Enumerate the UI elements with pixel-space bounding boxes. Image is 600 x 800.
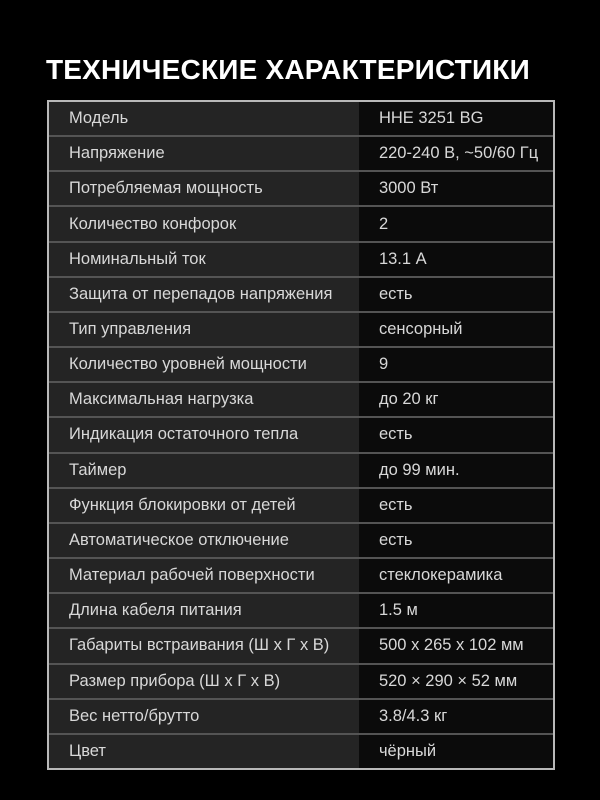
spec-row — [49, 698, 553, 733]
spec-label: Защита от перепадов напряжения — [49, 278, 359, 311]
spec-label: Тип управления — [49, 313, 359, 346]
spec-row — [49, 346, 553, 381]
spec-label: Количество конфорок — [49, 207, 359, 240]
spec-label: Таймер — [49, 454, 359, 487]
spec-value: есть — [359, 489, 553, 522]
specifications-table — [47, 100, 555, 770]
spec-label: Количество уровней мощности — [49, 348, 359, 381]
spec-row — [49, 522, 553, 557]
page-title: ТЕХНИЧЕСКИЕ ХАРАКТЕРИСТИКИ — [46, 54, 530, 85]
spec-row — [49, 241, 553, 276]
spec-label: Максимальная нагрузка — [49, 383, 359, 416]
spec-label: Материал рабочей поверхности — [49, 559, 359, 592]
spec-label: Автоматическое отключение — [49, 524, 359, 557]
spec-row — [49, 102, 553, 135]
spec-value: 2 — [359, 207, 553, 240]
spec-value: стеклокерамика — [359, 559, 553, 592]
spec-label: Индикация остаточного тепла — [49, 418, 359, 451]
spec-row — [49, 663, 553, 698]
spec-row — [49, 452, 553, 487]
spec-value: 13.1 А — [359, 243, 553, 276]
spec-value: 220-240 В, ~50/60 Гц — [359, 137, 553, 170]
spec-value: HHE 3251 BG — [359, 102, 553, 135]
spec-value: 520 × 290 × 52 мм — [359, 665, 553, 698]
spec-label: Габариты встраивания (Ш х Г х В) — [49, 629, 359, 662]
spec-row — [49, 416, 553, 451]
spec-label: Длина кабеля питания — [49, 594, 359, 627]
spec-label: Вес нетто/брутто — [49, 700, 359, 733]
spec-row — [49, 276, 553, 311]
spec-row — [49, 557, 553, 592]
spec-row — [49, 592, 553, 627]
spec-label: Размер прибора (Ш х Г х В) — [49, 665, 359, 698]
spec-value: есть — [359, 524, 553, 557]
spec-label: Цвет — [49, 735, 359, 768]
spec-value: сенсорный — [359, 313, 553, 346]
spec-value: есть — [359, 418, 553, 451]
spec-value: чёрный — [359, 735, 553, 768]
spec-row — [49, 487, 553, 522]
spec-value: 3000 Вт — [359, 172, 553, 205]
spec-value: 1.5 м — [359, 594, 553, 627]
spec-value: 3.8/4.3 кг — [359, 700, 553, 733]
spec-label: Напряжение — [49, 137, 359, 170]
spec-row — [49, 135, 553, 170]
spec-label: Номинальный ток — [49, 243, 359, 276]
spec-value: есть — [359, 278, 553, 311]
spec-label: Модель — [49, 102, 359, 135]
spec-row — [49, 733, 553, 768]
spec-row — [49, 170, 553, 205]
spec-label: Потребляемая мощность — [49, 172, 359, 205]
spec-value: до 20 кг — [359, 383, 553, 416]
spec-value: 500 х 265 х 102 мм — [359, 629, 553, 662]
spec-row — [49, 205, 553, 240]
spec-value: 9 — [359, 348, 553, 381]
spec-label: Функция блокировки от детей — [49, 489, 359, 522]
spec-row — [49, 627, 553, 662]
spec-row — [49, 381, 553, 416]
spec-value: до 99 мин. — [359, 454, 553, 487]
spec-row — [49, 311, 553, 346]
